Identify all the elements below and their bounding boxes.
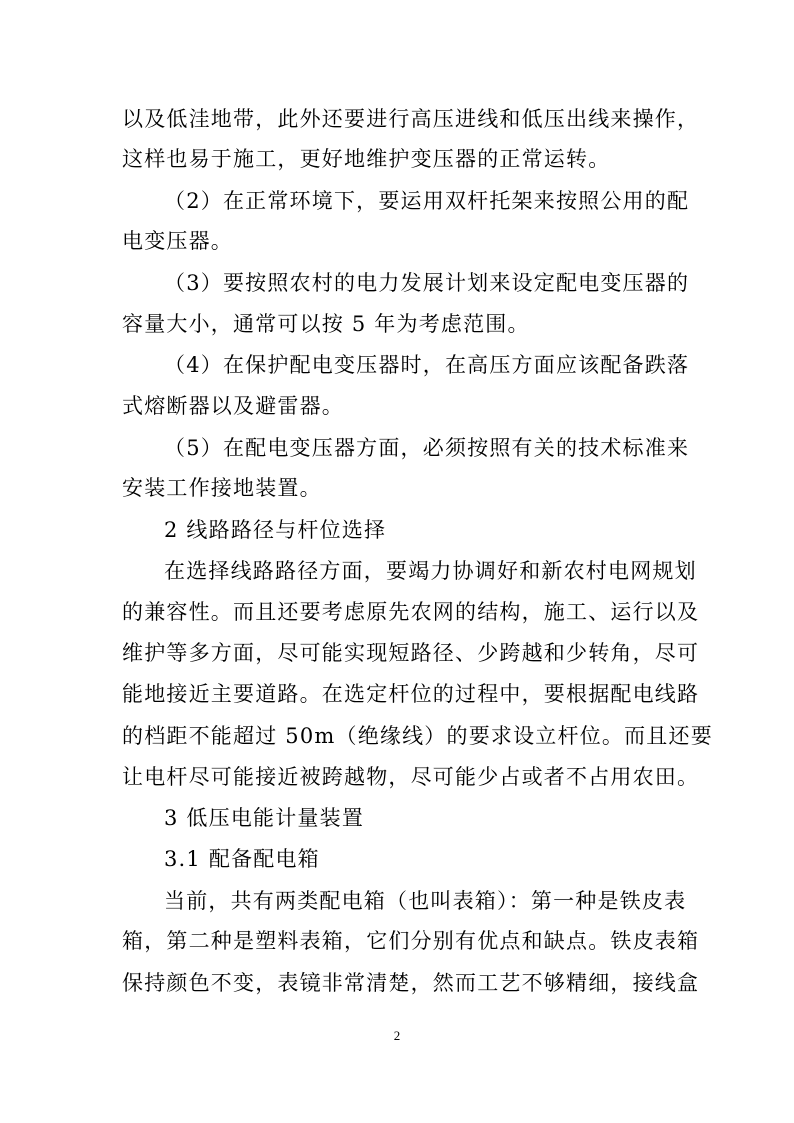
text-line: 保持颜色不变，表镜非常清楚，然而工艺不够精细，接线盒 bbox=[122, 971, 700, 995]
text-line: 在选择线路路径方面，要竭力协调好和新农村电网规划 bbox=[164, 559, 697, 583]
text-line: 让电杆尽可能接近被跨越物，尽可能少占或者不占用农田。 bbox=[122, 765, 700, 789]
text-line: 以及低洼地带，此外还要进行高压进线和低压出线来操作， bbox=[122, 107, 700, 131]
text-line: （4）在保护配电变压器时，在高压方面应该配备跌落 bbox=[164, 353, 690, 377]
text-line: 箱，第二种是塑料表箱，它们分别有优点和缺点。铁皮表箱 bbox=[122, 929, 700, 953]
text-line: 这样也易于施工，更好地维护变压器的正常运转。 bbox=[122, 147, 611, 171]
text-line: 的兼容性。而且还要考虑原先农网的结构，施工、运行以及 bbox=[122, 600, 700, 624]
subsection-heading: 3.1 配备配电箱 bbox=[164, 847, 320, 871]
section-heading: 3 低压电能计量装置 bbox=[164, 806, 365, 830]
text-line: 的档距不能超过 50m（绝缘线）的要求设立杆位。而且还要 bbox=[122, 724, 713, 748]
text-line: 当前，共有两类配电箱（也叫表箱）：第一种是铁皮表 bbox=[164, 889, 687, 913]
text-line: 维护等多方面，尽可能实现短路径、少跨越和少转角，尽可 bbox=[122, 641, 700, 665]
page-number: 2 bbox=[393, 1028, 401, 1043]
text-line: （2）在正常环境下，要运用双杆托架来按照公用的配 bbox=[164, 189, 690, 213]
text-line: （3）要按照农村的电力发展计划来设定配电变压器的 bbox=[164, 271, 690, 295]
text-line: （5）在配电变压器方面，必须按照有关的技术标准来 bbox=[164, 436, 690, 460]
text-line: 式熔断器以及避雷器。 bbox=[122, 394, 344, 418]
text-line: 容量大小，通常可以按 5 年为考虑范围。 bbox=[122, 312, 530, 336]
text-line: 能地接近主要道路。在选定杆位的过程中，要根据配电线路 bbox=[122, 682, 700, 706]
text-line: 安装工作接地装置。 bbox=[122, 476, 322, 500]
text-line: 电变压器。 bbox=[122, 229, 233, 253]
section-heading: 2 线路路径与杆位选择 bbox=[164, 518, 387, 542]
